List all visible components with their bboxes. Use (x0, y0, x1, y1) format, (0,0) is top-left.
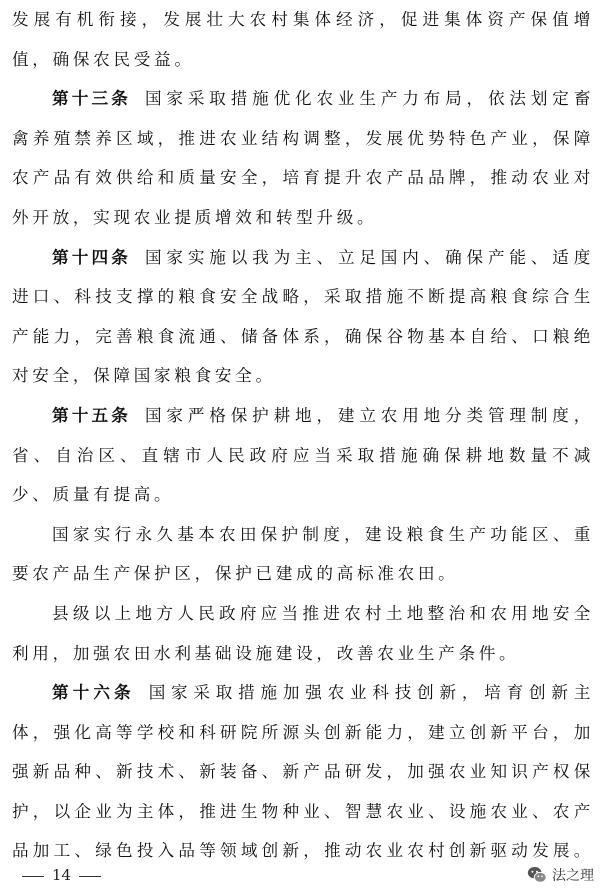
text-line: 体，强化高等学校和科研院所源头创新能力，建立创新平台，加 (12, 722, 594, 742)
text-line: 第十六条 国家采取措施加强农业科技创新，培育创新主 (52, 682, 594, 703)
text-line: 要农产品生产保护区，保护已建成的高标准农田。 (12, 564, 459, 584)
watermark (526, 864, 594, 886)
text-line: 品加工、绿色投入品等领域创新，推动农业农村创新驱动发展。 (12, 841, 594, 861)
text-line: 对安全，保障国家粮食安全。 (12, 366, 276, 386)
document-page (12, 0, 594, 871)
watermark-text: 法之理 (552, 868, 594, 884)
page-footer (0, 862, 604, 892)
page-number: 14 (14, 866, 109, 884)
text-line: 强新品种、新技术、新装备、新产品研发，加强农业知识产权保 (12, 762, 594, 782)
text-line: 第十五条 国家严格保护耕地，建立农用地分类管理制度， (52, 404, 594, 425)
text-line: 国家实行永久基本农田保护制度，建设粮食生产功能区、重 (52, 524, 594, 544)
text-line: 第十三条 国家采取措施优化农业生产力布局，依法划定畜 (52, 88, 594, 109)
text-line: 禽养殖禁养区域，推进农业结构调整，发展优势特色产业，保障 (12, 128, 594, 148)
wechat-icon (526, 864, 548, 886)
text-line: 外开放，实现农业提质增效和转型升级。 (12, 207, 378, 227)
text-line: 进口、科技支撑的粮食安全战略，采取措施不断提高粮食综合生 (12, 287, 594, 307)
article-heading-14: 第十四条 (52, 246, 131, 267)
text-line: 利用，加强农田水利基础设施建设，改善农业生产条件。 (12, 643, 520, 663)
article-heading-13: 第十三条 (52, 88, 131, 109)
text-line: 农产品有效供给和质量安全，培育提升农产品品牌，推动农业对 (12, 168, 594, 188)
text-line: 省、自治区、直辖市人民政府应当采取措施确保耕地数量不减 (12, 445, 594, 465)
text-line: 发展有机衔接，发展壮大农村集体经济，促进集体资产保值增 (12, 10, 594, 29)
text-line: 县级以上地方人民政府应当推进农村土地整治和农用地安全 (52, 603, 594, 623)
text-line: 第十四条 国家实施以我为主、立足国内、确保产能、适度 (52, 246, 594, 267)
text-line: 少、质量有提高。 (12, 485, 175, 505)
text-line: 产能力，完善粮食流通、储备体系，确保谷物基本自给、口粮绝 (12, 326, 594, 346)
article-heading-16: 第十六条 (52, 682, 135, 703)
text-line: 护，以企业为主体，推进生物种业、智慧农业、设施农业、农产 (12, 801, 594, 821)
text-line: 值，确保农民受益。 (12, 49, 195, 69)
article-heading-15: 第十五条 (52, 404, 131, 425)
